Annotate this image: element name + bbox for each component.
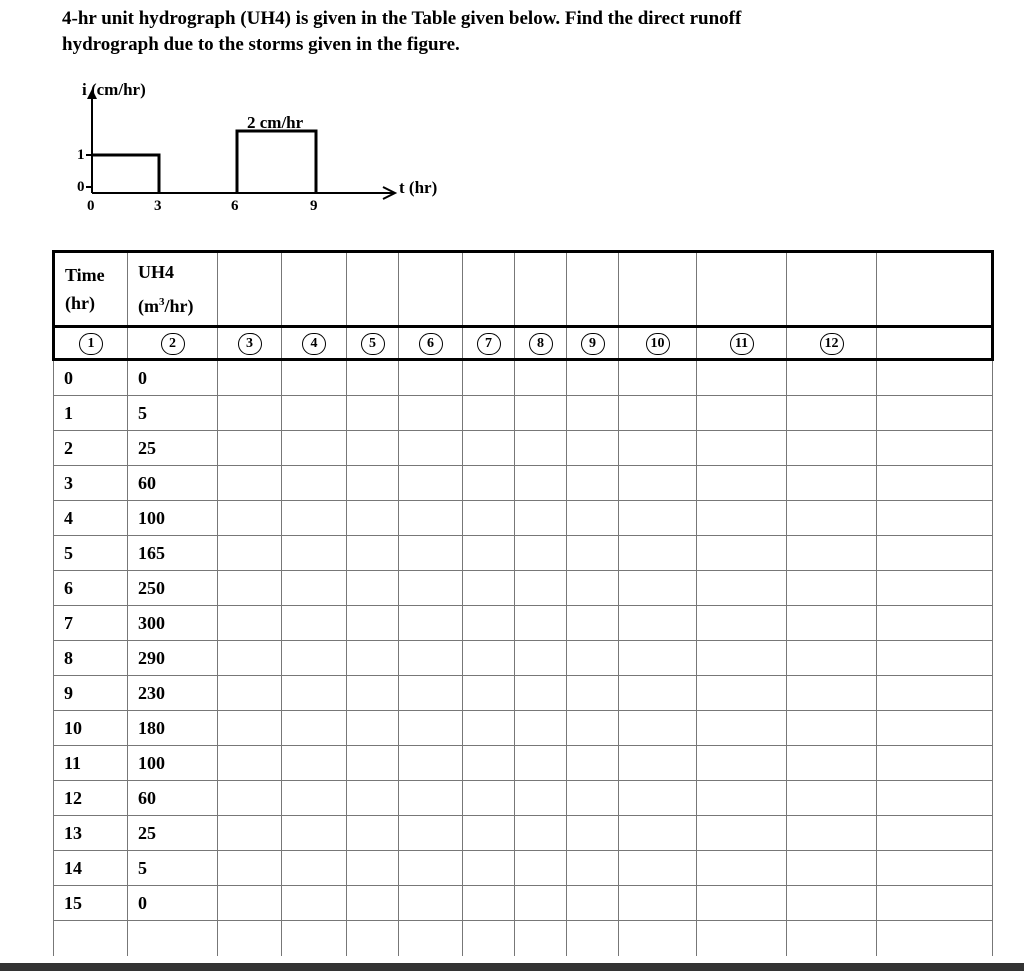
empty-cell[interactable]: [218, 676, 282, 711]
empty-cell[interactable]: [282, 816, 347, 851]
empty-cell[interactable]: [282, 606, 347, 641]
empty-cell[interactable]: [697, 536, 787, 571]
time-cell: 0: [54, 360, 128, 396]
empty-cell[interactable]: [567, 536, 619, 571]
uh4-cell: 250: [128, 571, 218, 606]
empty-cell[interactable]: [567, 466, 619, 501]
table-row: [54, 851, 993, 886]
empty-cell[interactable]: [463, 641, 515, 676]
empty-cell[interactable]: [877, 711, 993, 746]
empty-cell[interactable]: [619, 676, 697, 711]
empty-cell[interactable]: [515, 606, 567, 641]
empty-cell[interactable]: [787, 360, 877, 396]
x-tick-9: 9: [310, 198, 318, 214]
header-blank[interactable]: [877, 252, 993, 327]
empty-cell[interactable]: [567, 571, 619, 606]
empty-cell[interactable]: [399, 851, 463, 886]
empty-cell[interactable]: [877, 466, 993, 501]
time-cell: 12: [54, 781, 128, 816]
time-cell: 14: [54, 851, 128, 886]
empty-cell[interactable]: [787, 571, 877, 606]
empty-cell[interactable]: [697, 851, 787, 886]
empty-cell[interactable]: [515, 396, 567, 431]
uh4-cell: 100: [128, 746, 218, 781]
empty-cell[interactable]: [697, 606, 787, 641]
empty-cell[interactable]: [218, 851, 282, 886]
empty-cell[interactable]: [787, 816, 877, 851]
empty-cell[interactable]: [399, 571, 463, 606]
empty-cell[interactable]: [282, 711, 347, 746]
empty-cell[interactable]: [515, 921, 567, 957]
column-number-3: 3: [218, 327, 282, 360]
uh4-cell: 5: [128, 851, 218, 886]
empty-cell[interactable]: [567, 746, 619, 781]
table-row: [54, 781, 993, 816]
empty-cell[interactable]: [463, 676, 515, 711]
empty-cell[interactable]: [347, 921, 399, 957]
empty-cell[interactable]: [787, 606, 877, 641]
empty-cell[interactable]: [787, 781, 877, 816]
empty-cell[interactable]: [697, 466, 787, 501]
empty-cell[interactable]: [347, 886, 399, 921]
empty-cell[interactable]: [567, 431, 619, 466]
column-number-9: 9: [567, 327, 619, 360]
empty-cell[interactable]: [697, 676, 787, 711]
empty-cell[interactable]: [218, 571, 282, 606]
table-row: [54, 501, 993, 536]
empty-cell[interactable]: [877, 536, 993, 571]
uh4-cell: 5: [128, 396, 218, 431]
empty-cell[interactable]: [218, 816, 282, 851]
empty-cell[interactable]: [515, 466, 567, 501]
empty-cell[interactable]: [128, 921, 218, 957]
column-number-row: [54, 327, 993, 360]
empty-cell[interactable]: [399, 501, 463, 536]
empty-cell[interactable]: [697, 641, 787, 676]
table-row: [54, 816, 993, 851]
empty-cell[interactable]: [463, 466, 515, 501]
empty-cell[interactable]: [515, 851, 567, 886]
empty-cell[interactable]: [347, 606, 399, 641]
uh4-cell: 180: [128, 711, 218, 746]
x-tick-0: 0: [87, 198, 95, 214]
empty-cell[interactable]: [787, 851, 877, 886]
empty-cell[interactable]: [463, 746, 515, 781]
table-row: [54, 466, 993, 501]
time-cell: 2: [54, 431, 128, 466]
empty-cell[interactable]: [282, 746, 347, 781]
empty-cell[interactable]: [463, 431, 515, 466]
empty-cell[interactable]: [399, 886, 463, 921]
header-time: Time (hr): [54, 252, 128, 327]
empty-cell[interactable]: [619, 886, 697, 921]
empty-cell[interactable]: [463, 396, 515, 431]
empty-cell[interactable]: [515, 746, 567, 781]
table-row: [54, 641, 993, 676]
empty-cell[interactable]: [697, 921, 787, 957]
header-blank[interactable]: [218, 252, 282, 327]
empty-cell[interactable]: [515, 571, 567, 606]
time-cell: 13: [54, 816, 128, 851]
y-tick-1: 1: [77, 147, 85, 163]
empty-cell[interactable]: [697, 501, 787, 536]
empty-cell[interactable]: [282, 431, 347, 466]
empty-cell[interactable]: [787, 431, 877, 466]
problem-line-1: 4-hr unit hydrograph (UH4) is given in the Table given below. Find the direct runoff: [62, 8, 742, 29]
empty-cell[interactable]: [399, 921, 463, 957]
empty-cell[interactable]: [218, 781, 282, 816]
empty-cell[interactable]: [347, 360, 399, 396]
time-cell: 5: [54, 536, 128, 571]
empty-cell[interactable]: [877, 571, 993, 606]
empty-cell[interactable]: [697, 571, 787, 606]
uh4-cell: 25: [128, 816, 218, 851]
storm-pulse-2: [237, 131, 316, 193]
empty-cell[interactable]: [515, 781, 567, 816]
empty-cell[interactable]: [877, 676, 993, 711]
column-number-5: 5: [347, 327, 399, 360]
empty-cell[interactable]: [218, 360, 282, 396]
empty-cell[interactable]: [697, 360, 787, 396]
empty-cell[interactable]: [463, 501, 515, 536]
y-tick-0: 0: [77, 179, 85, 195]
pulse-label: 2 cm/hr: [247, 113, 304, 132]
empty-cell[interactable]: [347, 396, 399, 431]
empty-cell[interactable]: [282, 501, 347, 536]
empty-cell[interactable]: [282, 921, 347, 957]
table-row: [54, 886, 993, 921]
empty-cell[interactable]: [877, 606, 993, 641]
header-blank[interactable]: [463, 252, 515, 327]
header-blank[interactable]: [567, 252, 619, 327]
empty-cell[interactable]: [463, 886, 515, 921]
table-row: [54, 571, 993, 606]
empty-cell[interactable]: [515, 501, 567, 536]
empty-cell[interactable]: [515, 711, 567, 746]
empty-cell[interactable]: [218, 606, 282, 641]
empty-cell[interactable]: [697, 396, 787, 431]
empty-cell[interactable]: [463, 921, 515, 957]
empty-cell[interactable]: [347, 711, 399, 746]
empty-cell[interactable]: [218, 501, 282, 536]
empty-cell[interactable]: [697, 886, 787, 921]
empty-cell[interactable]: [787, 536, 877, 571]
time-cell: 1: [54, 396, 128, 431]
header-uh4: UH4 $(m^3/hr)$: [128, 252, 218, 327]
column-number-1: 1: [54, 327, 128, 360]
empty-cell[interactable]: [619, 606, 697, 641]
time-cell: 7: [54, 606, 128, 641]
table-row: [54, 360, 993, 396]
empty-cell[interactable]: [463, 851, 515, 886]
empty-cell[interactable]: [347, 641, 399, 676]
empty-cell[interactable]: [697, 746, 787, 781]
empty-cell[interactable]: [877, 746, 993, 781]
empty-cell[interactable]: [399, 746, 463, 781]
table-row: [54, 396, 993, 431]
uh4-cell: 60: [128, 781, 218, 816]
empty-cell[interactable]: [567, 851, 619, 886]
empty-cell[interactable]: [877, 921, 993, 957]
empty-cell[interactable]: [218, 536, 282, 571]
empty-cell[interactable]: [347, 431, 399, 466]
empty-cell[interactable]: [697, 711, 787, 746]
empty-cell[interactable]: [399, 676, 463, 711]
hydrograph-table: [52, 250, 994, 956]
uh4-cell: 0: [128, 886, 218, 921]
empty-cell[interactable]: [567, 816, 619, 851]
column-number-7: 7: [463, 327, 515, 360]
empty-cell[interactable]: [463, 360, 515, 396]
empty-cell[interactable]: [877, 396, 993, 431]
empty-cell[interactable]: [877, 360, 993, 396]
uh4-cell: 0: [128, 360, 218, 396]
page-bottom-edge: [0, 963, 1024, 971]
header-blank[interactable]: [787, 252, 877, 327]
y-axis-label: i (cm/hr): [82, 80, 146, 99]
storm-pulse-1: [92, 155, 159, 193]
header-blank[interactable]: [515, 252, 567, 327]
column-number-2: 2: [128, 327, 218, 360]
empty-cell[interactable]: [282, 641, 347, 676]
empty-cell[interactable]: [399, 781, 463, 816]
empty-cell[interactable]: [218, 886, 282, 921]
empty-cell[interactable]: [619, 536, 697, 571]
column-number-11: 11: [697, 327, 787, 360]
problem-line-2: hydrograph due to the storms given in the figure.: [62, 34, 460, 55]
header-row: [54, 252, 993, 327]
header-blank[interactable]: [282, 252, 347, 327]
empty-cell[interactable]: [218, 711, 282, 746]
empty-cell[interactable]: [463, 711, 515, 746]
empty-cell[interactable]: [619, 921, 697, 957]
empty-cell[interactable]: [567, 641, 619, 676]
header-blank[interactable]: [347, 252, 399, 327]
empty-cell[interactable]: [619, 641, 697, 676]
empty-cell[interactable]: [347, 536, 399, 571]
column-number-blank: [877, 327, 993, 360]
header-blank[interactable]: [399, 252, 463, 327]
column-number-10: 10: [619, 327, 697, 360]
empty-cell[interactable]: [399, 396, 463, 431]
table-row: [54, 536, 993, 571]
empty-cell[interactable]: [347, 746, 399, 781]
empty-cell[interactable]: [515, 360, 567, 396]
uh4-cell: 230: [128, 676, 218, 711]
table-row: [54, 606, 993, 641]
x-tick-6: 6: [231, 198, 239, 214]
empty-cell[interactable]: [567, 606, 619, 641]
empty-cell[interactable]: [463, 781, 515, 816]
empty-cell[interactable]: [619, 396, 697, 431]
column-number-4: 4: [282, 327, 347, 360]
header-blank[interactable]: [619, 252, 697, 327]
empty-cell[interactable]: [218, 746, 282, 781]
empty-cell[interactable]: [463, 816, 515, 851]
empty-cell[interactable]: [567, 886, 619, 921]
time-cell: 3: [54, 466, 128, 501]
empty-cell[interactable]: [218, 396, 282, 431]
empty-cell[interactable]: [515, 431, 567, 466]
x-axis-label: t (hr): [399, 178, 438, 197]
empty-cell[interactable]: [463, 571, 515, 606]
empty-cell[interactable]: [619, 711, 697, 746]
empty-cell[interactable]: [399, 606, 463, 641]
empty-cell[interactable]: [567, 781, 619, 816]
empty-cell[interactable]: [877, 816, 993, 851]
empty-cell[interactable]: [697, 431, 787, 466]
empty-cell[interactable]: [877, 851, 993, 886]
time-cell: 11: [54, 746, 128, 781]
column-number-12: 12: [787, 327, 877, 360]
empty-cell[interactable]: [347, 816, 399, 851]
empty-cell[interactable]: [787, 676, 877, 711]
x-tick-3: 3: [154, 198, 162, 214]
empty-cell[interactable]: [54, 921, 128, 957]
empty-cell[interactable]: [619, 466, 697, 501]
empty-cell[interactable]: [787, 746, 877, 781]
empty-cell[interactable]: [697, 781, 787, 816]
time-cell: 15: [54, 886, 128, 921]
table-row: [54, 711, 993, 746]
empty-cell[interactable]: [787, 396, 877, 431]
empty-cell[interactable]: [515, 641, 567, 676]
empty-cell[interactable]: [567, 711, 619, 746]
empty-cell[interactable]: [463, 606, 515, 641]
time-cell: 4: [54, 501, 128, 536]
empty-cell[interactable]: [515, 816, 567, 851]
empty-cell[interactable]: [282, 571, 347, 606]
table-row: [54, 921, 993, 957]
empty-cell[interactable]: [282, 466, 347, 501]
empty-cell[interactable]: [619, 781, 697, 816]
empty-cell[interactable]: [619, 816, 697, 851]
empty-cell[interactable]: [218, 466, 282, 501]
empty-cell[interactable]: [697, 816, 787, 851]
time-cell: 6: [54, 571, 128, 606]
uh4-cell: 100: [128, 501, 218, 536]
empty-cell[interactable]: [282, 396, 347, 431]
uh4-cell: 300: [128, 606, 218, 641]
empty-cell[interactable]: [218, 641, 282, 676]
empty-cell[interactable]: [282, 360, 347, 396]
empty-cell[interactable]: [282, 781, 347, 816]
empty-cell[interactable]: [399, 466, 463, 501]
time-cell: 9: [54, 676, 128, 711]
empty-cell[interactable]: [515, 536, 567, 571]
empty-cell[interactable]: [282, 851, 347, 886]
empty-cell[interactable]: [347, 466, 399, 501]
uh4-cell: 290: [128, 641, 218, 676]
empty-cell[interactable]: [619, 746, 697, 781]
empty-cell[interactable]: [619, 360, 697, 396]
empty-cell[interactable]: [567, 921, 619, 957]
table-row: [54, 676, 993, 711]
empty-cell[interactable]: [399, 360, 463, 396]
empty-cell[interactable]: [567, 501, 619, 536]
column-number-8: 8: [515, 327, 567, 360]
empty-cell[interactable]: [463, 536, 515, 571]
empty-cell[interactable]: [567, 676, 619, 711]
empty-cell[interactable]: [399, 711, 463, 746]
problem-statement: [62, 6, 962, 58]
empty-cell[interactable]: [877, 886, 993, 921]
empty-cell[interactable]: [877, 781, 993, 816]
time-cell: 10: [54, 711, 128, 746]
empty-cell[interactable]: [282, 536, 347, 571]
empty-cell[interactable]: [515, 676, 567, 711]
empty-cell[interactable]: [787, 921, 877, 957]
header-blank[interactable]: [697, 252, 787, 327]
empty-cell[interactable]: [399, 431, 463, 466]
time-cell: 8: [54, 641, 128, 676]
empty-cell[interactable]: [877, 641, 993, 676]
empty-cell[interactable]: [787, 501, 877, 536]
empty-cell[interactable]: [515, 886, 567, 921]
empty-cell[interactable]: [282, 676, 347, 711]
uh4-cell: 165: [128, 536, 218, 571]
empty-cell[interactable]: [877, 431, 993, 466]
empty-cell[interactable]: [787, 641, 877, 676]
table-row: [54, 746, 993, 781]
empty-cell[interactable]: [347, 571, 399, 606]
empty-cell[interactable]: [399, 816, 463, 851]
empty-cell[interactable]: [399, 641, 463, 676]
empty-cell[interactable]: [567, 396, 619, 431]
uh4-cell: 25: [128, 431, 218, 466]
empty-cell[interactable]: [619, 851, 697, 886]
empty-cell[interactable]: [567, 360, 619, 396]
empty-cell[interactable]: [347, 851, 399, 886]
empty-cell[interactable]: [282, 886, 347, 921]
empty-cell[interactable]: [399, 536, 463, 571]
empty-cell[interactable]: [218, 431, 282, 466]
empty-cell[interactable]: [787, 711, 877, 746]
empty-cell[interactable]: [347, 676, 399, 711]
empty-cell[interactable]: [347, 501, 399, 536]
empty-cell[interactable]: [619, 501, 697, 536]
empty-cell[interactable]: [619, 571, 697, 606]
uh4-cell: 60: [128, 466, 218, 501]
column-number-6: 6: [399, 327, 463, 360]
empty-cell[interactable]: [218, 921, 282, 957]
table-row: [54, 431, 993, 466]
empty-cell[interactable]: [787, 466, 877, 501]
rainfall-hyetograph: [50, 75, 470, 215]
empty-cell[interactable]: [619, 431, 697, 466]
empty-cell[interactable]: [787, 886, 877, 921]
empty-cell[interactable]: [877, 501, 993, 536]
empty-cell[interactable]: [347, 781, 399, 816]
